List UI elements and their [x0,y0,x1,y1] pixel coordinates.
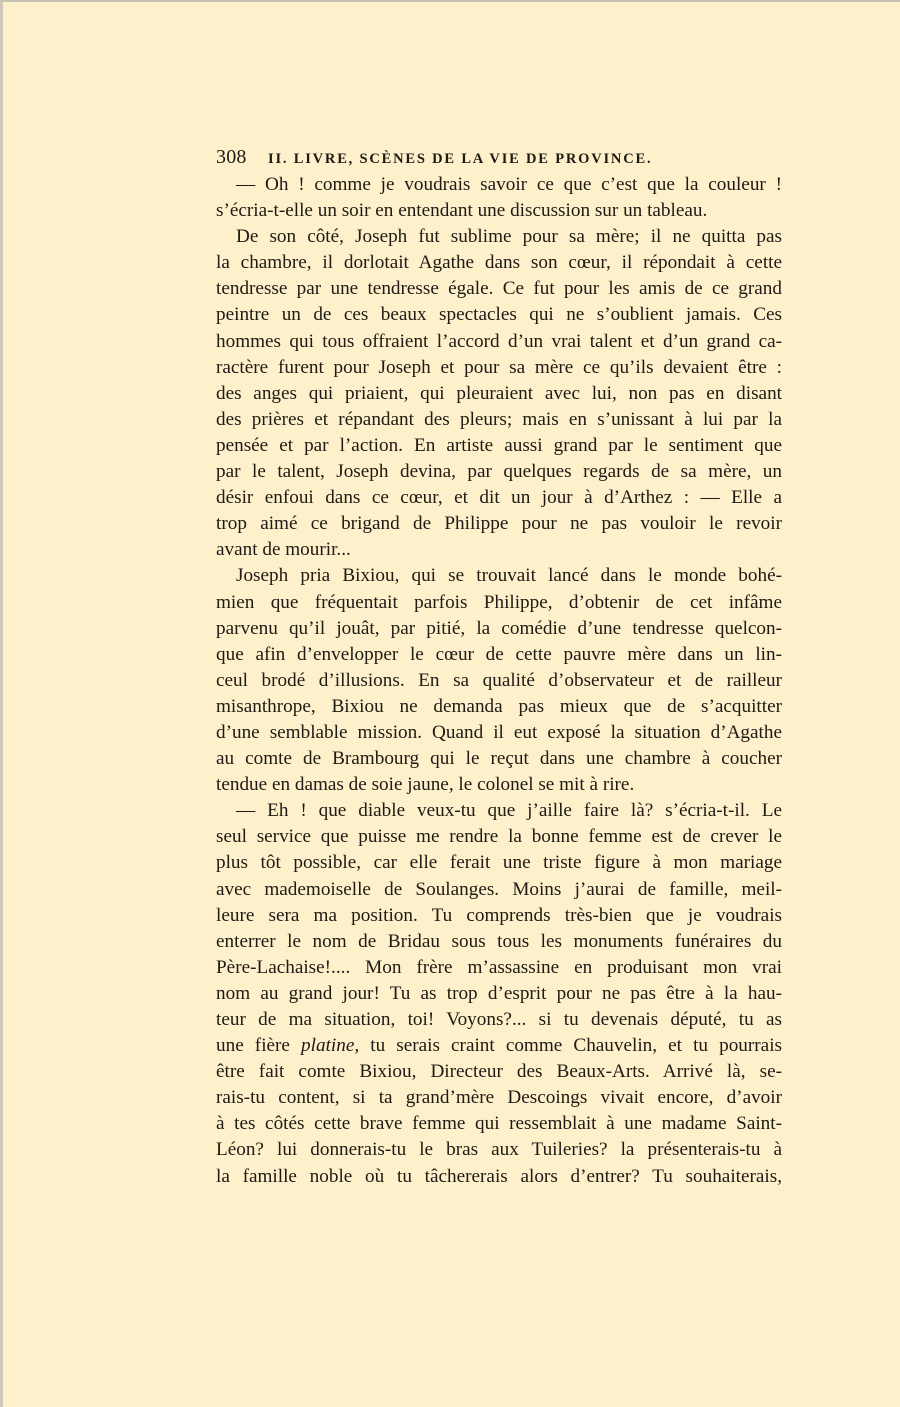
paragraph [216,798,782,1189]
text-line: avec mademoiselle de Soulanges. Moins j’aurai de famille, meil- [216,878,782,900]
text-line: rais-tu content, si ta grand’mère Descoings vivait encore, d’avoir [216,1087,782,1109]
text-line: nom au grand jour! Tu as trop d’esprit pour ne pas être à la hau- [216,982,782,1004]
text-line: hommes qui tous offraient l’accord d’un vrai talent et d’un grand ca- [216,330,782,352]
text-line: Léon? lui donnerais-tu le bras aux Tuileries? la présenterais-tu à [216,1139,782,1161]
text-line: plus tôt possible, car elle ferait une triste figure à mon mariage [216,852,782,874]
page-text [216,142,782,1190]
text-line: enterrer le nom de Bridau sous tous les monuments funéraires du [216,930,782,952]
running-head [216,142,782,172]
text-line: au comte de Brambourg qui le reçut dans une chambre à coucher [216,748,782,770]
text-line: trop aimé ce brigand de Philippe pour ne pas vouloir le revoir [216,513,782,535]
text-line: ceul brodé d’illusions. En sa qualité d’observateur et de railleur [216,669,782,691]
running-head-title: II. LIVRE, SCÈNES DE LA VIE DE PROVINCE. [268,151,653,167]
text-line: teur de ma situation, toi! Voyons?... si tu devenais député, tu as [216,1009,782,1030]
text-line: pensée et par l’action. En artiste aussi grand par le sentiment que [216,434,782,456]
text-line: des anges qui priaient, qui pleuraient avec lui, non pas en disant [216,382,782,404]
text-line: des prières et répandant des pleurs; mais en s’unissant à lui par la [216,408,782,430]
italic-word: platine, [301,1035,360,1057]
text-line: désir enfoui dans ce cœur, et dit un jour à d’Arthez : — Elle a [216,487,782,509]
text-line: que afin d’envelopper le cœur de cette pauvre mère dans un lin- [216,643,782,665]
text-line: ractère furent pour Joseph et pour sa mère ce qu’ils devaient être : [216,356,782,378]
text-line: Joseph pria Bixiou, qui se trouvait lancé dans le monde bohé- [236,565,782,587]
text-line: tendresse par une tendresse égale. Ce fut pour les amis de ce grand [216,278,782,300]
paragraph [216,224,782,563]
text-line: par le talent, Joseph devina, par quelques regards de sa mère, un [216,461,782,483]
text-line: leure sera ma position. Tu comprends très-bien que je voudrais [216,904,782,926]
text-line: De son côté, Joseph fut sublime pour sa mère; il ne quitta pas [236,226,782,248]
text-line: mien que fréquentait parfois Philippe, d’obtenir de cet infâme [216,591,782,613]
text-line: avant de mourir... [216,539,351,561]
paragraph [216,172,782,224]
text-line: à tes côtés cette brave femme qui ressemblait à une madame Saint- [216,1113,782,1135]
text-line: la chambre, il dorlotait Agathe dans son cœur, il répondait à cette [216,252,782,274]
text-line: parvenu qu’il jouât, par pitié, la comédie d’une tendresse quelcon- [216,617,782,639]
page-number: 308 [216,146,247,168]
text-line: s’écria-t-elle un soir en entendant une discussion sur un tableau. [216,200,708,222]
text-line: être fait comte Bixiou, Directeur des Beaux-Arts. Arrivé là, se- [216,1061,782,1083]
text-line: Père-Lachaise!.... Mon frère m’assassine en produisant mon vrai [216,956,782,978]
paragraph [216,563,782,798]
text-line: tendue en damas de soie jaune, le colonel se mit à rire. [216,774,635,796]
text-segment: une fière [216,1035,302,1057]
text-line: peintre un de ces beaux spectacles qui ne s’oublient jamais. Ces [216,304,782,326]
text-line: seul service que puisse me rendre la bonne femme est de crever le [216,826,782,848]
text-line: d’une semblable mission. Quand il eut exposé la situation d’Agathe [216,721,782,743]
text-segment: tu serais craint comme Chauvelin, et tu pourrais [359,1035,782,1057]
text-line: — Eh ! que diable veux-tu que j’aille faire là? s’écria-t-il. Le [236,800,782,822]
text-line: — Oh ! comme je voudrais savoir ce que c’est que la couleur ! [236,174,782,195]
text-line: la famille noble où tu tâchererais alors d’entrer? Tu souhaiterais, [216,1165,782,1187]
text-line-with-italic [216,1033,782,1059]
text-line: misanthrope, Bixiou ne demanda pas mieux que de s’acquitter [216,695,782,717]
